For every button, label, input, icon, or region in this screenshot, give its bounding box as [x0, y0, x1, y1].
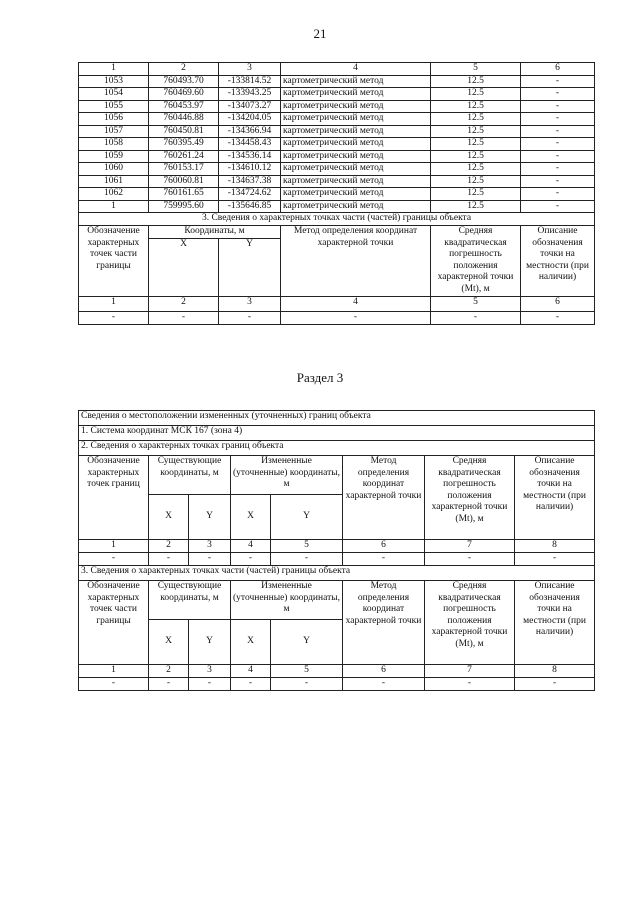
table-row [79, 175, 595, 188]
table-row [79, 678, 595, 691]
coord-y: -134204.05 [219, 113, 281, 126]
part2-title: 2. Сведения о характерных точках границ объекта [79, 441, 595, 456]
header-x: X [149, 495, 189, 540]
col-num: 7 [425, 540, 515, 553]
coord-y: -134458.43 [219, 138, 281, 151]
accuracy: 12.5 [431, 113, 521, 126]
coord-y: -134724.62 [219, 188, 281, 201]
coord-system: 1. Система координат МСК 167 (зона 4) [79, 426, 595, 441]
table-row [79, 188, 595, 201]
point-id: 1053 [79, 75, 149, 88]
point-id: 1062 [79, 188, 149, 201]
description: - [521, 175, 595, 188]
table-row [79, 88, 595, 101]
method: картометрический метод [281, 125, 431, 138]
header-method: Метод определения координат характерной точки [281, 226, 431, 297]
col-num: 2 [149, 665, 189, 678]
table-row [79, 138, 595, 151]
header-x: X [231, 495, 271, 540]
cell-dash: - [149, 553, 189, 566]
method: картометрический метод [281, 113, 431, 126]
point-id: 1058 [79, 138, 149, 151]
section-title: Раздел 3 [296, 370, 344, 385]
point-id: 1057 [79, 125, 149, 138]
description: - [521, 100, 595, 113]
header-existing: Существующие координаты, м [149, 456, 231, 495]
header-changed: Измененные (уточненные) координаты, м [231, 581, 343, 620]
changed-boundaries-table [78, 410, 595, 691]
col-num: 8 [515, 665, 595, 678]
col-num: 4 [281, 63, 431, 76]
method: картометрический метод [281, 175, 431, 188]
method: картометрический метод [281, 150, 431, 163]
method: картометрический метод [281, 75, 431, 88]
header-x: X [149, 239, 219, 297]
coord-x: 760453.97 [149, 100, 219, 113]
header-designation: Обозначение характерных точек границ [79, 456, 149, 540]
coord-y: -134366.94 [219, 125, 281, 138]
method: картометрический метод [281, 163, 431, 176]
coord-y: -134536.14 [219, 150, 281, 163]
point-id: 1055 [79, 100, 149, 113]
header-x: X [231, 620, 271, 665]
col-num: 2 [149, 63, 219, 76]
cell-dash: - [343, 553, 425, 566]
header-row [79, 456, 595, 495]
header-method: Метод определения координат характерной точки [343, 581, 425, 665]
col-num: 2 [149, 540, 189, 553]
header-description: Описание обозначения точки на местности (при наличии) [521, 226, 595, 297]
col-num: 4 [231, 540, 271, 553]
col-num: 1 [79, 540, 149, 553]
part3-title: 3. Сведения о характерных точках части (частей) границы объекта [79, 566, 595, 581]
point-id: 1 [79, 200, 149, 213]
table-row [79, 312, 595, 325]
accuracy: 12.5 [431, 188, 521, 201]
section-heading-row [79, 213, 595, 226]
header-designation: Обозначение характерных точек части границы [79, 226, 149, 297]
col-num: 3 [189, 665, 231, 678]
header-description: Описание обозначения точки на местности (при наличии) [515, 456, 595, 540]
description: - [521, 188, 595, 201]
method: картометрический метод [281, 188, 431, 201]
method: картометрический метод [281, 88, 431, 101]
coord-y: -134610.12 [219, 163, 281, 176]
method: картометрический метод [281, 138, 431, 151]
col-num: 5 [271, 665, 343, 678]
table-row [79, 553, 595, 566]
coord-y: -133814.52 [219, 75, 281, 88]
cell-dash: - [231, 678, 271, 691]
col-num: 6 [343, 540, 425, 553]
col-num: 6 [343, 665, 425, 678]
table-row [79, 113, 595, 126]
header-accuracy: Средняя квадратическая погрешность положения характерной точки (Mt), м [431, 226, 521, 297]
description: - [521, 113, 595, 126]
coord-x: 760161.65 [149, 188, 219, 201]
section3-title: 3. Сведения о характерных точках части (частей) границы объекта [79, 213, 595, 226]
description: - [521, 200, 595, 213]
coord-x: 760153.17 [149, 163, 219, 176]
coord-x: 760493.70 [149, 75, 219, 88]
header-existing: Существующие координаты, м [149, 581, 231, 620]
col-num: 1 [79, 665, 149, 678]
cell-dash: - [79, 553, 149, 566]
cell-dash: - [189, 553, 231, 566]
cell-dash: - [79, 678, 149, 691]
description: - [521, 150, 595, 163]
point-id: 1056 [79, 113, 149, 126]
page-number: 21 [313, 26, 327, 41]
header-row [79, 581, 595, 620]
description: - [521, 88, 595, 101]
accuracy: 12.5 [431, 163, 521, 176]
header-x: X [149, 620, 189, 665]
header-row [79, 226, 595, 239]
cell-dash: - [425, 678, 515, 691]
col-num: 5 [271, 540, 343, 553]
accuracy: 12.5 [431, 88, 521, 101]
header-method: Метод определения координат характерной точки [343, 456, 425, 540]
col-num: 7 [425, 665, 515, 678]
cell-dash: - [431, 312, 521, 325]
header-y: Y [271, 495, 343, 540]
description: - [521, 125, 595, 138]
point-id: 1054 [79, 88, 149, 101]
coord-x: 760261.24 [149, 150, 219, 163]
cell-dash: - [515, 678, 595, 691]
col-num: 4 [231, 665, 271, 678]
coord-y: -134073.27 [219, 100, 281, 113]
col-num: 3 [219, 63, 281, 76]
column-number-row [79, 540, 595, 553]
cell-dash: - [521, 312, 595, 325]
table-row [79, 125, 595, 138]
cell-dash: - [271, 678, 343, 691]
coord-x: 760395.49 [149, 138, 219, 151]
cell-dash: - [425, 553, 515, 566]
header-y: Y [271, 620, 343, 665]
description: - [521, 163, 595, 176]
cell-dash: - [219, 312, 281, 325]
table-row [79, 200, 595, 213]
col-num: 1 [79, 297, 149, 312]
col-num: 5 [431, 297, 521, 312]
header-y: Y [219, 239, 281, 297]
accuracy: 12.5 [431, 150, 521, 163]
cell-dash: - [79, 312, 149, 325]
header-y: Y [189, 620, 231, 665]
column-number-row [79, 665, 595, 678]
col-num: 4 [281, 297, 431, 312]
col-num: 2 [149, 297, 219, 312]
header-designation: Обозначение характерных точек части границы [79, 581, 149, 665]
cell-dash: - [149, 312, 219, 325]
cell-dash: - [271, 553, 343, 566]
description: - [521, 75, 595, 88]
cell-dash: - [343, 678, 425, 691]
col-num: 3 [189, 540, 231, 553]
accuracy: 12.5 [431, 75, 521, 88]
coord-y: -135646.85 [219, 200, 281, 213]
accuracy: 12.5 [431, 175, 521, 188]
header-accuracy: Средняя квадратическая погрешность положения характерной точки (Mt), м [425, 581, 515, 665]
method: картометрический метод [281, 200, 431, 213]
boundary-points-table [78, 62, 595, 325]
table-row [79, 75, 595, 88]
coord-x: 760060.81 [149, 175, 219, 188]
col-num: 6 [521, 297, 595, 312]
header-description: Описание обозначения точки на местности (при наличии) [515, 581, 595, 665]
table-row [79, 100, 595, 113]
header-coords: Координаты, м [149, 226, 281, 239]
accuracy: 12.5 [431, 100, 521, 113]
description: - [521, 138, 595, 151]
coord-x: 760469.60 [149, 88, 219, 101]
col-num: 3 [219, 297, 281, 312]
table-row [79, 163, 595, 176]
header-changed: Измененные (уточненные) координаты, м [231, 456, 343, 495]
header-y: Y [189, 495, 231, 540]
col-num: 5 [431, 63, 521, 76]
accuracy: 12.5 [431, 138, 521, 151]
accuracy: 12.5 [431, 125, 521, 138]
cell-dash: - [189, 678, 231, 691]
method: картометрический метод [281, 100, 431, 113]
coord-x: 759995.60 [149, 200, 219, 213]
cell-dash: - [149, 678, 189, 691]
cell-dash: - [515, 553, 595, 566]
coord-y: -133943.25 [219, 88, 281, 101]
coord-y: -134637.38 [219, 175, 281, 188]
point-id: 1060 [79, 163, 149, 176]
table-title: Сведения о местоположении измененных (уточненных) границ объекта [79, 411, 595, 426]
coord-x: 760446.88 [149, 113, 219, 126]
col-num: 6 [521, 63, 595, 76]
column-number-row [79, 63, 595, 76]
coord-x: 760450.81 [149, 125, 219, 138]
cell-dash: - [281, 312, 431, 325]
accuracy: 12.5 [431, 200, 521, 213]
point-id: 1061 [79, 175, 149, 188]
col-num: 8 [515, 540, 595, 553]
column-number-row [79, 297, 595, 312]
point-id: 1059 [79, 150, 149, 163]
header-accuracy: Средняя квадратическая погрешность положения характерной точки (Mt), м [425, 456, 515, 540]
cell-dash: - [231, 553, 271, 566]
col-num: 1 [79, 63, 149, 76]
table-row [79, 150, 595, 163]
